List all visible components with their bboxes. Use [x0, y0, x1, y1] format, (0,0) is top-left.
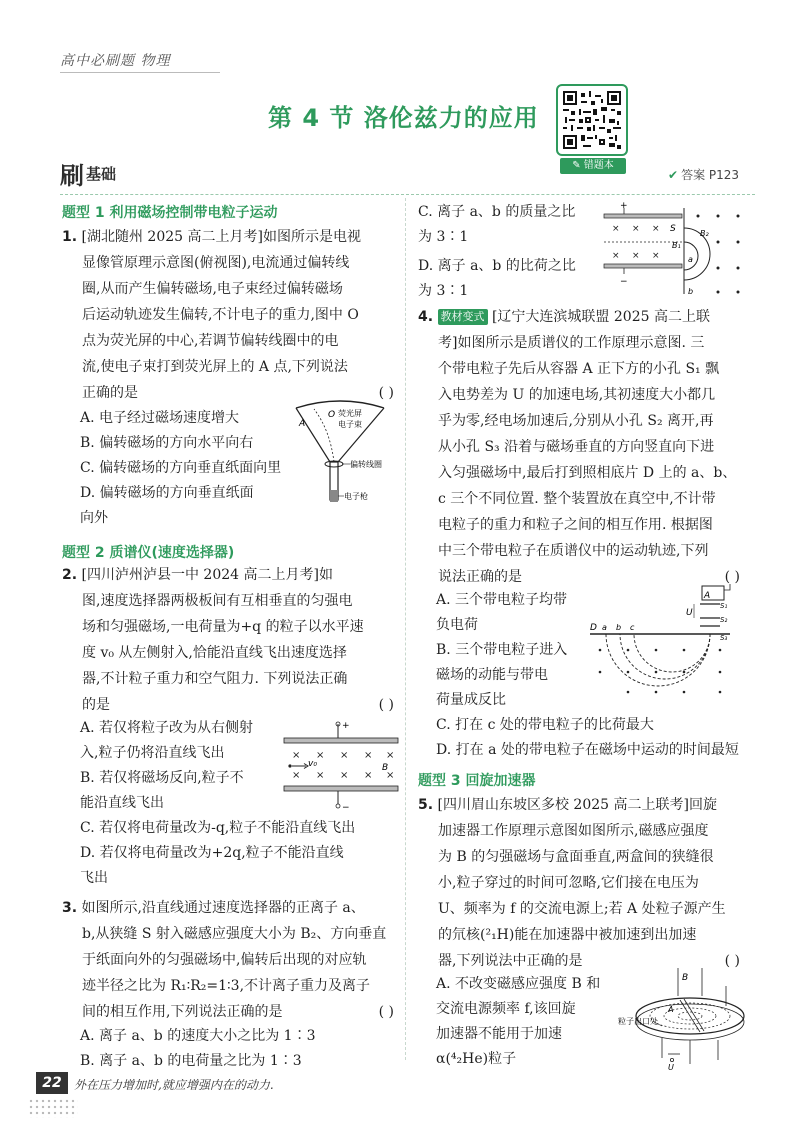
q3-options-right — [418, 200, 598, 304]
footer-motto: 外在压力增加时,就应增强内在的动力. — [74, 1078, 274, 1092]
q1-option-d-cont: 向外 — [80, 510, 108, 526]
q1-label-coil: 偏转线圈 — [350, 460, 382, 469]
q5-option-a-cont: 交流电源频率 f,该回旋 — [436, 1001, 576, 1017]
q1-text — [62, 224, 402, 250]
q4-label-s2: S₂ — [720, 616, 728, 624]
q3-options-left — [80, 1024, 400, 1074]
q1-option-b[interactable]: B. 偏转磁场的方向水平向右 — [80, 435, 254, 451]
q2-text — [62, 562, 402, 588]
q3-option-c-cont: 为 3∶1 — [418, 229, 469, 245]
question-2 — [62, 562, 402, 718]
question-1 — [62, 224, 402, 406]
q1-option-a[interactable]: A. 电子经过磁场速度增大 — [80, 410, 240, 426]
book-series: 高中必刷题 物理 — [60, 53, 171, 69]
q3-number: 3. — [62, 900, 78, 916]
q1-crt-figure — [290, 400, 402, 508]
q4-prompt: 说法正确的是 — [438, 569, 522, 585]
svg-text:×: × — [632, 224, 640, 234]
svg-text:×: × — [292, 770, 301, 781]
q3-label-a: a — [688, 255, 693, 264]
q3-line-3: 迹半径之比为 R₁∶R₂=1∶3,不计离子重力及离子 — [82, 978, 371, 994]
q4-option-b-cont2: 荷量成反比 — [436, 692, 506, 708]
q2-line-2: 场和匀强磁场,一电荷量为+q 的粒子以水平速 — [82, 619, 364, 635]
q4-line-9: 中三个带电粒子在质谱仪中的运动轨迹,下列 — [438, 543, 709, 559]
q3-option-c[interactable]: C. 离子 a、b 的质量之比 — [418, 204, 576, 220]
q4-label-pos-a: a — [602, 623, 607, 632]
q1-label-beam: 电子束 — [338, 420, 362, 429]
q1-line-4: 点为荧光屏的中心,若调节偏转线圈中的电 — [82, 333, 339, 349]
q5-option-a-cont2: 加速器不能用于加速 — [436, 1026, 562, 1042]
q1-line-1: 显像管原理示意图(俯视图),电流通过偏转线 — [82, 255, 350, 271]
svg-text:×: × — [316, 750, 325, 761]
q5-option-a-cont3: α(⁴₂He)粒子 — [436, 1051, 517, 1067]
svg-text:×: × — [652, 224, 660, 234]
svg-text:×: × — [364, 750, 373, 761]
svg-text:×: × — [612, 224, 620, 234]
q4-line-4: 乎为零,经电场加速后,分别从小孔 S₂ 离开,再 — [438, 413, 714, 429]
q3-minus-plate: − — [620, 277, 628, 287]
q4-option-c[interactable]: C. 打在 c 处的带电粒子的比荷最大 — [436, 717, 654, 733]
topic-1-heading: 题型 1 利用磁场控制带电粒子运动 — [62, 205, 278, 221]
q4-line-2: 个带电粒子先后从容器 A 正下方的小孔 S₁ 飘 — [438, 361, 720, 377]
q4-option-a-cont: 负电荷 — [436, 617, 478, 633]
q1-option-c[interactable]: C. 偏转磁场的方向垂直纸面向里 — [80, 460, 282, 476]
q2-option-a-cont: 入,粒子仍将沿直线飞出 — [80, 745, 225, 761]
q1-number: 1. — [62, 229, 78, 245]
q5-text — [418, 792, 758, 818]
q1-label-o: O — [328, 410, 336, 420]
q5-line-0: [四川眉山东坡区多校 2025 高二上联考]回旋 — [437, 797, 717, 813]
q4-line-3: 入电势差为 U 的加速电场,其初速度大小都几 — [438, 387, 716, 403]
q3-label-b: b — [688, 287, 694, 296]
q2-prompt: 的是 — [82, 697, 110, 713]
q4-label-d: D — [590, 623, 597, 633]
q5-prompt: 器,下列说法中正确的是 — [438, 953, 583, 969]
q5-label-b: B — [682, 973, 689, 983]
q2-option-d-cont: 飞出 — [80, 870, 108, 886]
q1-line-0: [湖北随州 2025 高二上月考]如图所示是电视 — [81, 229, 361, 245]
q5-line-5: 的氘核(²₁H)能在加速器中被加速到出加速 — [438, 927, 697, 943]
q4-text — [418, 304, 758, 330]
q4-line-5: 从小孔 S₃ 沿着与磁场垂直的方向竖直向下进 — [438, 439, 715, 455]
svg-text:×: × — [364, 770, 373, 781]
q3-option-a[interactable]: A. 离子 a、b 的速度大小之比为 1∶3 — [80, 1028, 316, 1044]
q4-option-b[interactable]: B. 三个带电粒子进入 — [436, 642, 568, 658]
svg-text:×: × — [632, 251, 640, 261]
q4-answer-blank[interactable]: ( ) — [724, 569, 740, 585]
q4-number: 4. — [418, 309, 434, 325]
q4-option-b-cont: 磁场的动能与带电 — [436, 667, 548, 683]
q4-label-u: U — [686, 608, 693, 618]
q3-answer-blank[interactable]: ( ) — [378, 1004, 394, 1020]
q2-line-1: 图,速度选择器两极板间有互相垂直的匀强电 — [82, 593, 353, 609]
q3-prompt: 间的相互作用,下列说法正确的是 — [82, 1004, 283, 1020]
q2-option-c[interactable]: C. 若仅将电荷量改为-q,粒子不能沿直线飞出 — [80, 820, 356, 836]
q5-line-3: 小,粒子穿过的时间可忽略,它们接在电压为 — [438, 875, 699, 891]
check-icon: ✔ — [668, 168, 679, 182]
q5-line-1: 加速器工作原理示意图如图所示,磁感应强度 — [438, 823, 709, 839]
q4-line-8: 电粒子的重力和粒子之间的相互作用. 根据图 — [438, 517, 713, 533]
svg-text:×: × — [340, 770, 349, 781]
q4-label-pos-c: c — [630, 623, 635, 632]
q2-minus-terminal: − — [342, 803, 350, 812]
q1-options — [80, 406, 300, 531]
q2-plus-terminal: + — [342, 721, 350, 731]
question-3 — [62, 895, 402, 1025]
q4-line-7: c 三个不同位置. 整个装置放在真空中,不计带 — [438, 491, 716, 507]
q3-plus-plate: + — [620, 201, 628, 211]
q4-label-s3: S₃ — [720, 634, 728, 642]
header-rule — [60, 72, 220, 73]
q2-line-0: [四川泸州泸县一中 2024 高二上月考]如 — [81, 567, 333, 583]
svg-text:×: × — [316, 770, 325, 781]
q2-velocity-selector-figure — [282, 720, 400, 812]
column-divider — [405, 198, 406, 1060]
q2-option-d[interactable]: D. 若仅将电荷量改为+2q,粒子不能沿直线 — [80, 845, 344, 861]
q4-option-a[interactable]: A. 三个带电粒子均带 — [436, 592, 568, 608]
answer-reference[interactable]: ✔ 答案 P123 — [668, 168, 740, 182]
q2-number: 2. — [62, 567, 78, 583]
q5-cyclotron-figure — [618, 966, 754, 1070]
q2-answer-blank[interactable]: ( ) — [378, 697, 394, 713]
svg-text:×: × — [340, 750, 349, 761]
svg-text:×: × — [612, 251, 620, 261]
q1-label-a: A — [299, 419, 306, 429]
question-5 — [418, 792, 758, 974]
q5-line-2: 为 B 的匀强磁场与盒面垂直,两盒间的狭缝很 — [438, 849, 714, 865]
q3-label-s: S — [670, 224, 676, 234]
q1-line-5: 流,使电子束打到荧光屏上的 A 点,下列说法 — [82, 359, 348, 375]
q5-number: 5. — [418, 797, 434, 813]
q1-label-gun: 电子枪 — [344, 492, 368, 501]
q3-label-b1: B₁ — [672, 241, 681, 250]
svg-text:×: × — [386, 750, 395, 761]
qr-code-pattern — [563, 91, 621, 149]
q4-line-0: [辽宁大连滨城联盟 2025 高二上联 — [491, 309, 710, 325]
q4-mass-spectrometer-figure — [590, 582, 750, 702]
q3-option-d[interactable]: D. 离子 a、b 的比荷之比 — [418, 258, 576, 274]
q2-label-b: B — [382, 763, 389, 773]
q2-option-b-cont: 能沿直线飞出 — [80, 795, 164, 811]
q5-options — [436, 972, 636, 1072]
q2-option-a[interactable]: A. 若仅将粒子改为从右侧射 — [80, 720, 254, 736]
q5-option-a[interactable]: A. 不改变磁感应强度 B 和 — [436, 976, 601, 992]
q2-line-3: 度 v₀ 从左侧射入,恰能沿直线飞出速度选择 — [82, 645, 347, 661]
q4-line-1: 考]如图所示是质谱仪的工作原理示意图. 三 — [438, 335, 705, 351]
q2-line-4: 器,不计粒子重力和空气阻力. 下列说法正确 — [82, 671, 348, 687]
note-icon: ✎ — [572, 160, 581, 171]
q1-line-2: 圈,从而产生偏转磁场,电子束经过偏转磁场 — [82, 281, 343, 297]
page-number: 22 — [36, 1072, 68, 1094]
qr-code[interactable] — [556, 84, 628, 156]
q3-option-b[interactable]: B. 离子 a、b 的电荷量之比为 1∶3 — [80, 1053, 302, 1069]
q1-line-3: 后运动轨迹发生偏转,不计电子的重力,图中 O — [82, 307, 359, 323]
q1-option-d[interactable]: D. 偏转磁场的方向垂直纸面 — [80, 485, 254, 501]
q2-label-v0: v₀ — [308, 759, 317, 769]
q4-line-6: 入匀强磁场中,最后打到照相底片 D 上的 a、b、 — [438, 465, 737, 481]
q5-label-u: U — [668, 1063, 674, 1070]
q3-text — [62, 895, 402, 921]
q2-option-b[interactable]: B. 若仅将磁场反向,粒子不 — [80, 770, 244, 786]
topic-2-heading: 题型 2 质谱仪(速度选择器) — [62, 545, 235, 561]
q2-line-5 — [62, 692, 402, 718]
svg-text:×: × — [386, 770, 395, 781]
q4-option-d[interactable]: D. 打在 a 处的带电粒子在磁场中运动的时间最短 — [436, 742, 739, 758]
q3-line-4 — [62, 999, 402, 1025]
q5-line-4: U、频率为 f 的交流电源上;若 A 处粒子源产生 — [438, 901, 726, 917]
section-title: 第 4 节 洛伦兹力的应用 — [268, 104, 539, 132]
q2-field-cross: × — [292, 750, 301, 761]
q3-label-b2: B₂ — [700, 229, 709, 238]
q3-line-2: 于纸面向外的匀强磁场中,偏转后出现的对应轨 — [82, 952, 367, 968]
q1-label-screen: 荧光屏 — [338, 409, 362, 418]
qr-label: ✎ 错题本 — [560, 158, 626, 174]
q1-prompt: 正确的是 — [82, 385, 138, 401]
q4-label-a-container: A — [704, 591, 711, 601]
badge-sub: 基础 — [86, 164, 117, 183]
q3-line-0: 如图所示,沿直线通过速度选择器的正离子 a、 — [81, 900, 365, 916]
q4-variant-tag: 教材变式 — [438, 309, 488, 325]
q5-label-exit: 粒子出口处 — [618, 1017, 658, 1026]
q3-mass-separator-figure — [600, 198, 750, 300]
footer-dot-pattern — [28, 1098, 78, 1118]
badge-main: 刷 — [60, 161, 84, 190]
q5-answer-blank[interactable]: ( ) — [724, 953, 740, 969]
q3-line-1: b,从狭缝 S 射入磁感应强度大小为 B₂、方向垂直 — [82, 926, 387, 942]
q3-option-d-cont: 为 3∶1 — [418, 283, 469, 299]
svg-text:×: × — [652, 251, 660, 261]
q4-label-s1: S₁ — [720, 602, 728, 610]
section-divider — [60, 194, 755, 195]
question-4 — [418, 304, 758, 590]
q1-answer-blank[interactable]: ( ) — [378, 385, 394, 401]
q5-label-a: A — [668, 1005, 674, 1014]
basics-badge — [60, 156, 116, 190]
topic-3-heading: 题型 3 回旋加速器 — [418, 773, 536, 789]
q4-label-pos-b: b — [616, 623, 622, 632]
